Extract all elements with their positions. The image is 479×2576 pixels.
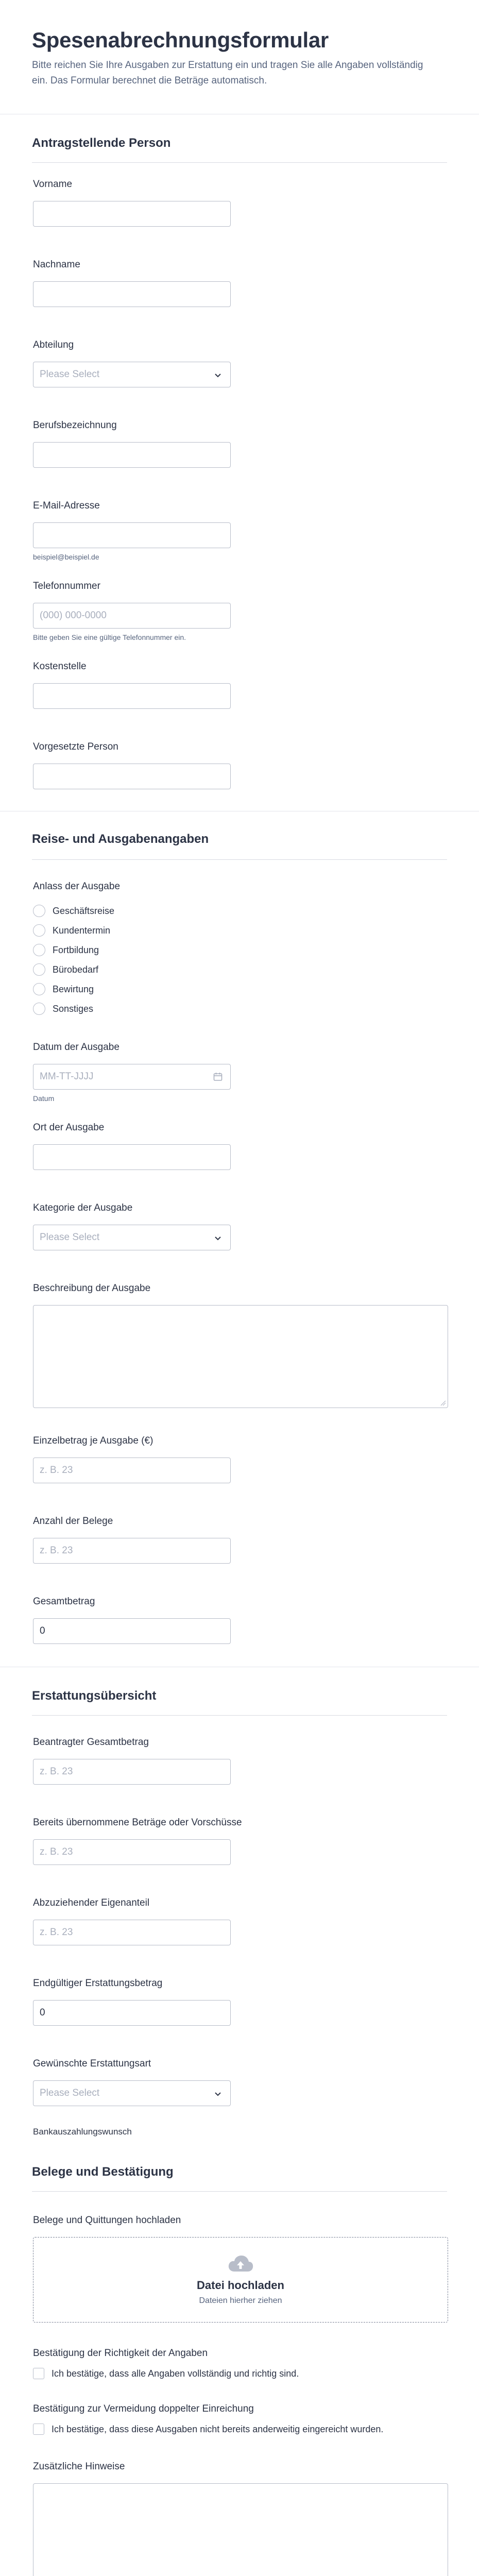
einzelbetrag-input[interactable] [33,1458,231,1483]
field-beantragt [32,1716,447,1785]
section-title-text: Belege und Bestätigung [32,2165,174,2179]
select-placeholder: Please Select [40,1232,100,1243]
radio-label: Kundentermin [53,925,111,936]
checkbox-label: Ich bestätige, dass diese Ausgaben nicht bereits anderweitig eingereicht wurden. [52,2424,384,2434]
field-telefon [32,562,447,642]
field-label: Bereits übernommene Beträge oder Vorschüsse [33,1817,242,1828]
radio-button[interactable] [33,924,45,937]
radio-label: Geschäftsreise [53,905,115,916]
bank-text: Bankauszahlungswunsch [33,2127,132,2137]
field-label: Berufsbezeichnung [33,420,117,431]
input-placeholder: (000) 000-0000 [40,610,107,621]
field-hinweise [32,2435,447,2576]
section-title-text: Antragstellende Person [32,136,171,150]
select-placeholder: Please Select [40,369,100,380]
abteilung-select[interactable] [33,362,231,387]
section-title [32,2148,447,2192]
checkbox[interactable] [33,2368,44,2379]
field-abteilung [32,307,447,387]
richtigkeit-checkbox-row[interactable] [33,2368,447,2379]
section-title-text: Reise- und Ausgabenangaben [32,832,209,846]
form-title: Spesenabrechnungsformular [32,28,329,52]
input-placeholder: z. B. 23 [40,1545,73,1556]
form-header [0,0,479,114]
endgueltig-input[interactable] [33,2000,231,2026]
field-label: Vorgesetzte Person [33,741,118,752]
field-endgueltig [32,1945,447,2026]
field-label: E-Mail-Adresse [33,500,100,511]
section-erstattung [0,1667,479,2137]
datum-input[interactable] [33,1064,231,1090]
calendar-icon[interactable] [213,1072,223,1082]
upload-title: Datei hochladen [197,2279,284,2292]
input-placeholder: z. B. 23 [40,1846,73,1857]
field-label: Anzahl der Belege [33,1516,113,1527]
field-label: Kategorie der Ausgabe [33,1202,133,1213]
field-label: Einzelbetrag je Ausgabe (€) [33,1435,153,1446]
section-belege [0,2148,479,2576]
chevron-down-icon [213,370,223,380]
field-gesamtbetrag [32,1564,447,1644]
field-label: Ort der Ausgabe [33,1122,105,1133]
field-label: Zusätzliche Hinweise [33,2461,125,2472]
field-eigenanteil [32,1865,447,1945]
select-placeholder: Please Select [40,2088,100,2098]
field-label: Datum der Ausgabe [33,1042,119,1053]
vorgesetzte-input[interactable] [33,764,231,789]
radio-option[interactable] [33,901,447,921]
section-title [32,1667,447,1716]
bereits-input[interactable] [33,1839,231,1865]
input-placeholder: z. B. 23 [40,1465,73,1476]
field-einzelbetrag [32,1408,447,1483]
anzahl-input[interactable] [33,1538,231,1564]
field-label: Beschreibung der Ausgabe [33,1283,151,1294]
cloud-upload-icon [227,2254,254,2274]
field-upload [32,2192,447,2323]
field-sublabel: Datum [33,1094,55,1103]
field-beschreibung [32,1250,447,1408]
field-email [32,468,447,562]
field-label: Endgültiger Erstattungsbetrag [33,1978,163,1989]
field-doppelt [32,2379,447,2435]
input-value: 0 [40,1625,45,1636]
field-sublabel: Bitte geben Sie eine gültige Telefonnummer ein. [33,633,186,641]
field-vorgesetzte [32,709,447,789]
field-anlass [32,860,447,1019]
field-nachname [32,227,447,307]
gesamtbetrag-input[interactable] [33,1618,231,1644]
field-label: Bestätigung zur Vermeidung doppelter Einreichung [33,2403,254,2414]
telefon-input[interactable] [33,603,231,629]
field-label: Bestätigung der Richtigkeit der Angaben [33,2348,208,2359]
section-antragsteller [0,114,479,789]
kategorie-select[interactable] [33,1225,231,1250]
erstattungsart-select[interactable] [33,2080,231,2106]
field-label: Beantragter Gesamtbetrag [33,1737,149,1748]
field-erstattungsart [32,2026,447,2106]
section-title [32,811,447,860]
field-kostenstelle [32,642,447,709]
field-richtigkeit [32,2323,447,2379]
section-title-text: Erstattungsübersicht [32,1689,157,1703]
field-datum [32,1019,447,1103]
eigenanteil-input[interactable] [33,1920,231,1945]
kostenstelle-input[interactable] [33,683,231,709]
radio-option[interactable] [33,960,447,979]
field-label: Abzuziehender Eigenanteil [33,1897,150,1908]
berufsbezeichnung-input[interactable] [33,442,231,468]
vorname-input[interactable] [33,201,231,227]
form-description: Bitte reichen Sie Ihre Ausgaben zur Erstattung ein und tragen Sie alle Angaben vollständig ein. Das Formular berechnet die Beträge automatisch. [32,60,423,86]
file-upload-dropzone[interactable] [33,2237,448,2323]
checkbox-label: Ich bestätige, dass alle Angaben vollständig und richtig sind. [52,2368,299,2379]
anlass-radio-group [33,901,447,1019]
field-label: Telefonnummer [33,581,100,591]
resize-handle-icon[interactable] [440,1400,446,1406]
radio-label: Sonstiges [53,1003,94,1014]
checkbox[interactable] [33,2424,44,2435]
chevron-down-icon [213,2089,223,2099]
field-label: Belege und Quittungen hochladen [33,2215,181,2226]
nachname-input[interactable] [33,281,231,307]
field-label: Nachname [33,259,80,270]
radio-button[interactable] [33,944,45,956]
field-label: Kostenstelle [33,661,87,672]
radio-button[interactable] [33,905,45,917]
doppelt-checkbox-row[interactable] [33,2424,447,2435]
field-vorname [32,163,447,227]
field-bereits [32,1785,447,1865]
field-label: Vorname [33,179,73,190]
input-placeholder: z. B. 23 [40,1927,73,1938]
section-ausgaben [0,811,479,1644]
radio-label: Bürobedarf [53,964,99,975]
radio-option[interactable] [33,921,447,940]
input-value: 0 [40,2007,45,2018]
radio-option[interactable] [33,999,447,1019]
radio-button[interactable] [33,1003,45,1015]
radio-button[interactable] [33,983,45,995]
field-kategorie [32,1170,447,1250]
field-label: Anlass der Ausgabe [33,881,121,892]
input-placeholder: MM-TT-JJJJ [40,1071,94,1082]
radio-label: Fortbildung [53,944,99,955]
ort-input[interactable] [33,1144,231,1170]
radio-label: Bewirtung [53,984,94,994]
field-berufsbezeichnung [32,387,447,468]
field-anzahl [32,1483,447,1564]
upload-subtitle: Dateien hierher ziehen [199,2296,282,2305]
field-label: Gewünschte Erstattungsart [33,2058,151,2069]
beantragt-input[interactable] [33,1759,231,1785]
hinweise-textarea[interactable] [33,2483,448,2576]
radio-option[interactable] [33,979,447,999]
input-placeholder: z. B. 23 [40,1766,73,1777]
field-label: Abteilung [33,340,74,350]
radio-button[interactable] [33,963,45,976]
chevron-down-icon [213,1233,223,1243]
beschreibung-textarea[interactable] [33,1305,448,1408]
section-title [32,114,447,163]
field-sublabel: beispiel@beispiel.de [33,553,99,561]
radio-option[interactable] [33,940,447,960]
field-ort [32,1103,447,1170]
email-field[interactable] [33,522,231,548]
field-label: Gesamtbetrag [33,1596,95,1607]
